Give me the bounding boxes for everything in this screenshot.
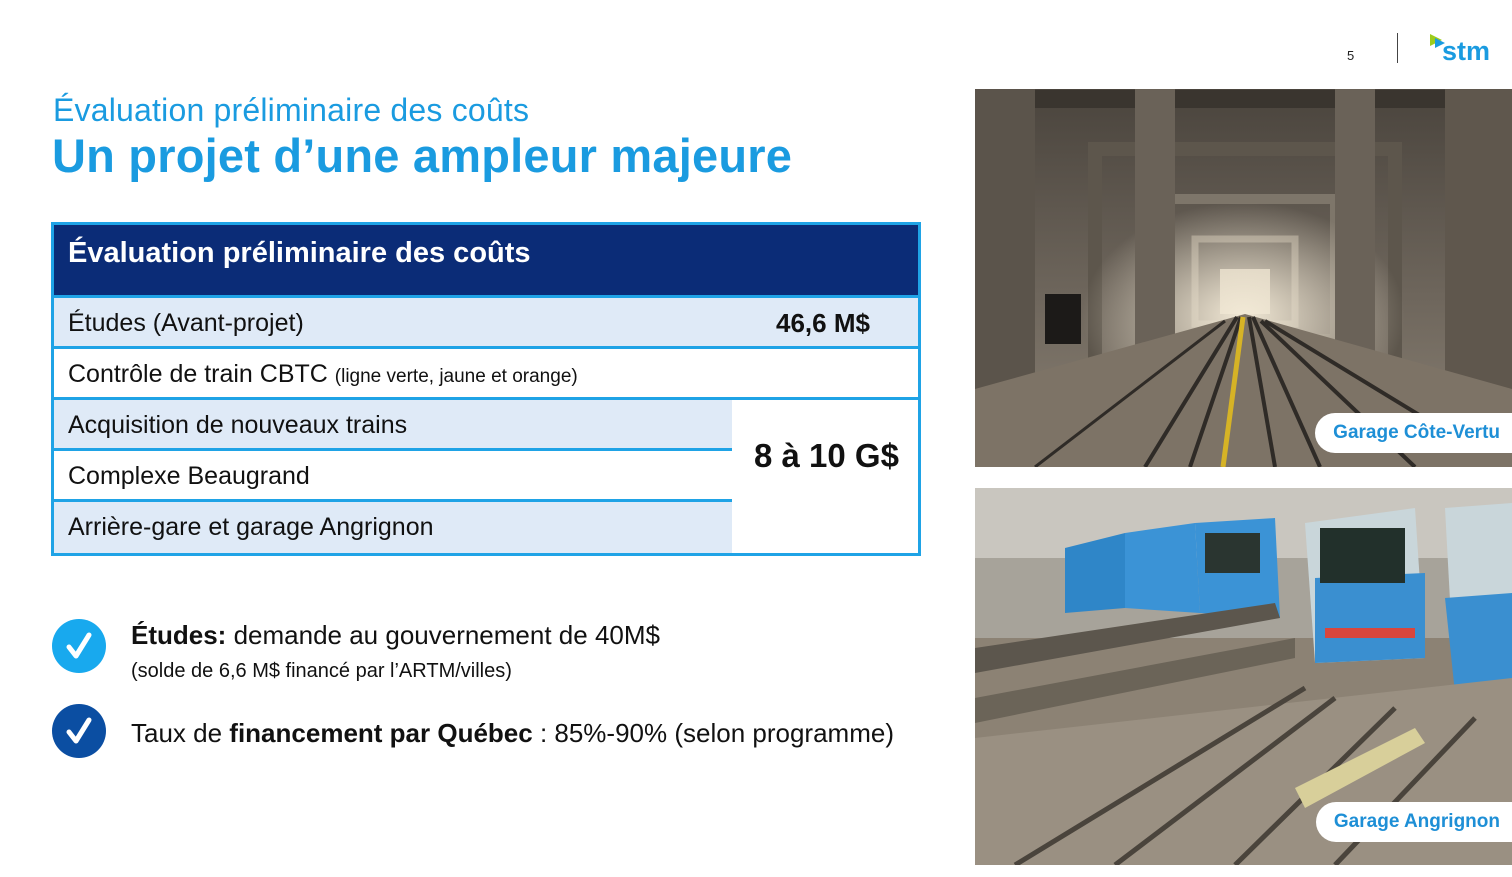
bullet-bold: financement par Québec: [229, 718, 533, 748]
photo-garage-cote-vertu: [975, 89, 1512, 467]
cost-table: [51, 222, 921, 556]
page-number: 5: [1347, 48, 1355, 63]
check-icon: [52, 704, 106, 758]
row-label: [68, 360, 578, 389]
row-label: Études (Avant-projet): [68, 309, 304, 337]
bullet-text: demande au gouvernement de 40M$: [226, 620, 660, 650]
photo-caption: Garage Angrignon: [1316, 802, 1512, 842]
row-label-note: (ligne verte, jaune et orange): [334, 366, 578, 387]
bullet-etudes: [131, 620, 660, 651]
grouped-cost-value: 8 à 10 G$: [754, 437, 899, 474]
slide-title: Un projet d’une ampleur majeure: [52, 129, 793, 182]
table-row-trains: [54, 400, 732, 451]
table-row-beaugrand: [54, 451, 732, 502]
stm-logo: [1426, 30, 1498, 66]
bullet-etudes-note: (solde de 6,6 M$ financé par l’ARTM/villes): [131, 660, 512, 682]
bullet-text-post: : 85%-90% (selon programme): [532, 718, 894, 748]
table-row-angrignon: [54, 502, 732, 553]
photo-caption: Garage Côte-Vertu: [1315, 413, 1512, 453]
table-row-etudes: [54, 298, 918, 349]
bullet-financement: [131, 718, 894, 749]
table-header: [54, 225, 918, 298]
header-divider: [1397, 33, 1398, 63]
table-row-cbtc: [54, 349, 918, 400]
slide-subtitle: Évaluation préliminaire des coûts: [53, 92, 530, 128]
row-label: Complexe Beaugrand: [68, 462, 310, 490]
row-label: Acquisition de nouveaux trains: [68, 411, 408, 439]
bullet-text-pre: Taux de: [131, 718, 230, 748]
row-label-main: Contrôle de train CBTC: [68, 360, 328, 388]
photo-garage-angrignon: [975, 488, 1512, 865]
logo-text: stm: [1442, 36, 1491, 66]
check-icon: [52, 619, 106, 673]
bullet-bold: Études:: [131, 620, 227, 650]
row-label: Arrière-gare et garage Angrignon: [68, 513, 434, 541]
row-value: 46,6 M$: [776, 308, 870, 338]
table-header-label: Évaluation préliminaire des coûts: [68, 237, 531, 269]
